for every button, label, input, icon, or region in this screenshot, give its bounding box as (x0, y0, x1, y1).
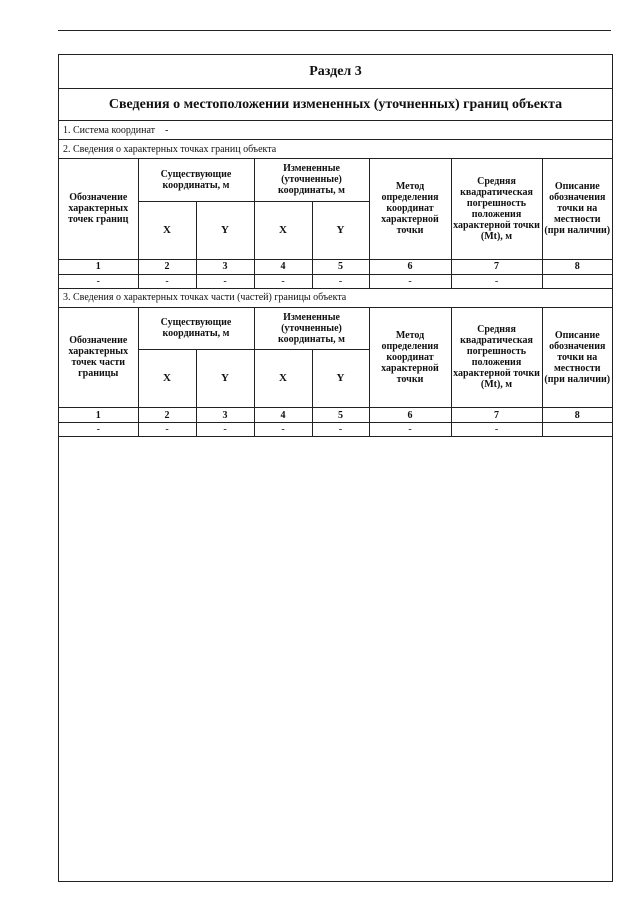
t1-cell (542, 274, 612, 288)
t2-col-num: 3 (196, 408, 254, 423)
coordinate-system-value: - (165, 124, 169, 136)
t2-header-changed: Измененные (уточненные) координаты, м (254, 308, 369, 350)
t1-cell: - (59, 274, 138, 288)
t1-col-num: 7 (451, 259, 542, 274)
top-rule (58, 30, 611, 31)
t1-header-changed-x: X (254, 201, 312, 259)
t1-col-num: 1 (59, 259, 138, 274)
t1-table-row (59, 274, 612, 288)
t1-header-changed: Измененные (уточненные) координаты, м (254, 159, 369, 201)
t2-cell: - (196, 423, 254, 437)
t2-header-existing-y: Y (196, 350, 254, 408)
t2-col-num: 7 (451, 408, 542, 423)
t2-col-num: 8 (542, 408, 612, 423)
section-subtitle: Сведения о местоположении измененных (уточненных) границ объекта (59, 89, 612, 121)
t2-table-row (59, 423, 612, 437)
section-title: Раздел 3 (59, 55, 612, 89)
t2-header-description: Описание обозначения точки на местности (при наличии) (542, 308, 612, 408)
t1-col-num: 8 (542, 259, 612, 274)
t1-cell: - (369, 274, 451, 288)
t2-cell: - (451, 423, 542, 437)
t1-header-method: Метод определения координат характерной точки (369, 159, 451, 259)
t1-header-designation: Обозначение характерных точек границ (59, 159, 138, 259)
t2-header-changed-y: Y (312, 350, 369, 408)
t2-cell (542, 423, 612, 437)
t1-col-num: 4 (254, 259, 312, 274)
t1-header-existing-x: X (138, 201, 196, 259)
t1-col-num: 3 (196, 259, 254, 274)
t2-col-num: 2 (138, 408, 196, 423)
t1-column-numbers (59, 259, 612, 274)
t1-col-num: 5 (312, 259, 369, 274)
t1-cell: - (138, 274, 196, 288)
t1-header-existing: Существующие координаты, м (138, 159, 254, 201)
t2-cell: - (312, 423, 369, 437)
t1-header-description: Описание обозначения точки на местности (при наличии) (542, 159, 612, 259)
t1-col-num: 6 (369, 259, 451, 274)
t1-header-existing-y: Y (196, 201, 254, 259)
t1-header-changed-y: Y (312, 201, 369, 259)
t1-cell: - (196, 274, 254, 288)
table2 (59, 308, 612, 438)
t2-col-num: 6 (369, 408, 451, 423)
section-frame (58, 54, 613, 882)
t2-cell: - (369, 423, 451, 437)
t2-header-accuracy: Средняя квадратическая погрешность положения характерной точки (Mt), м (451, 308, 542, 408)
table1-caption: 2. Сведения о характерных точках границ объекта (59, 140, 612, 159)
t2-header-existing-x: X (138, 350, 196, 408)
t2-col-num: 5 (312, 408, 369, 423)
t2-column-numbers (59, 408, 612, 423)
coordinate-system-label: 1. Система координат (63, 124, 156, 136)
t1-header-accuracy: Средняя квадратическая погрешность положения характерной точки (Mt), м (451, 159, 542, 259)
t2-col-num: 4 (254, 408, 312, 423)
t2-cell: - (59, 423, 138, 437)
table1 (59, 159, 612, 289)
t2-header-changed-x: X (254, 350, 312, 408)
table2-caption: 3. Сведения о характерных точках части (частей) границы объекта (59, 289, 612, 308)
t1-cell: - (451, 274, 542, 288)
t2-cell: - (254, 423, 312, 437)
t1-cell: - (312, 274, 369, 288)
t2-header-existing: Существующие координаты, м (138, 308, 254, 350)
t1-cell: - (254, 274, 312, 288)
coordinate-system-line (59, 121, 612, 140)
t2-cell: - (138, 423, 196, 437)
t2-header-method: Метод определения координат характерной точки (369, 308, 451, 408)
t1-col-num: 2 (138, 259, 196, 274)
t2-header-designation: Обозначение характерных точек части границы (59, 308, 138, 408)
t2-col-num: 1 (59, 408, 138, 423)
